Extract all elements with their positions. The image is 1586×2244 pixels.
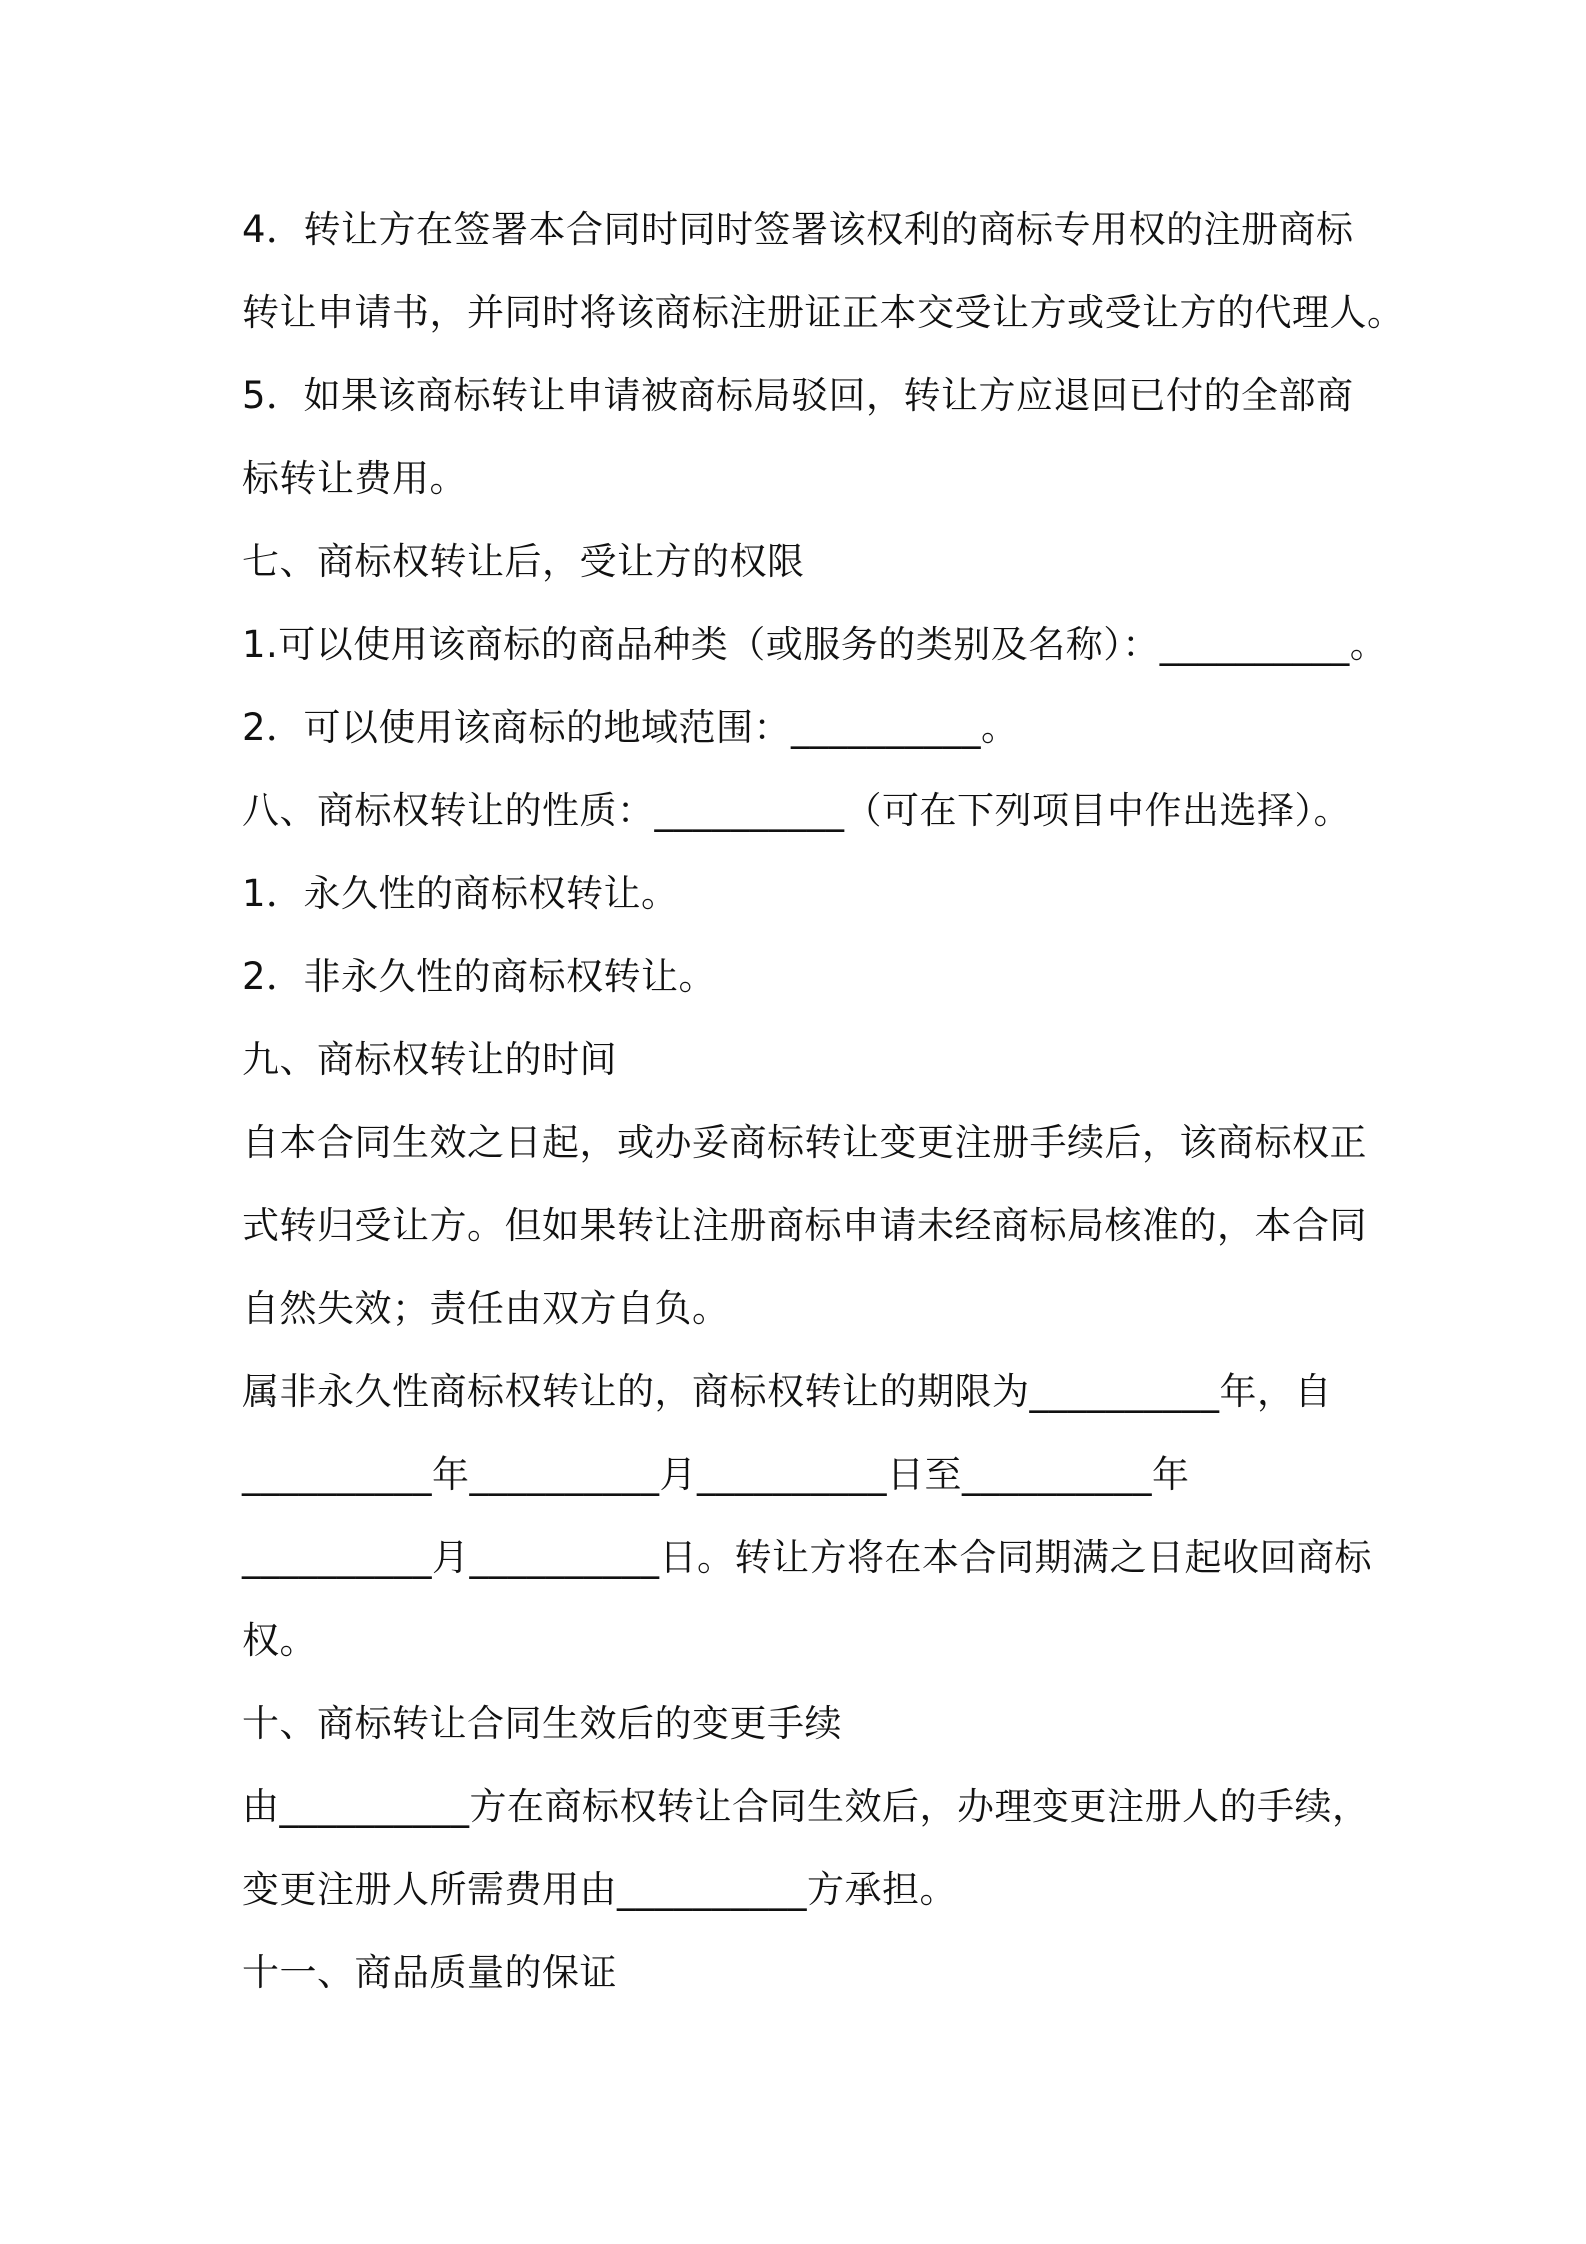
section-9-para-2-line-2: __________年__________月__________日至__________年 xyxy=(242,1453,1190,1496)
section-8-item-1: 1．永久性的商标权转让。 xyxy=(242,872,679,915)
section-9-para-1-line-1: 自本合同生效之日起，或办妥商标转让变更注册手续后，该商标权正 xyxy=(242,1121,1367,1164)
section-9-para-1-line-3: 自然失效；责任由双方自负。 xyxy=(242,1287,730,1330)
section-9-para-2-line-4: 权。 xyxy=(242,1619,317,1662)
clause-4-line-1: 4．转让方在签署本合同时同时签署该权利的商标专用权的注册商标 xyxy=(242,208,1354,251)
section-8-heading: 八、商标权转让的性质：__________（可在下列项目中作出选择）。 xyxy=(242,789,1351,832)
section-9-heading: 九、商标权转让的时间 xyxy=(242,1038,617,1081)
clause-5-line-2: 标转让费用。 xyxy=(242,457,467,500)
section-10-para-line-1: 由__________方在商标权转让合同生效后，办理变更注册人的手续， xyxy=(242,1785,1370,1828)
section-9-para-2-line-3: __________月__________日。转让方将在本合同期满之日起收回商标 xyxy=(242,1536,1372,1579)
section-11-heading: 十一、商品质量的保证 xyxy=(242,1951,617,1994)
section-7-item-2: 2．可以使用该商标的地域范围：__________。 xyxy=(242,706,1019,749)
section-10-para-line-2: 变更注册人所需费用由__________方承担。 xyxy=(242,1868,957,1911)
section-9-para-2-line-1: 属非永久性商标权转让的，商标权转让的期限为__________年，自 xyxy=(242,1370,1332,1413)
section-7-item-1: 1.可以使用该商标的商品种类（或服务的类别及名称）：__________。 xyxy=(242,623,1388,666)
section-10-heading: 十、商标转让合同生效后的变更手续 xyxy=(242,1702,842,1745)
section-9-para-1-line-2: 式转归受让方。但如果转让注册商标申请未经商标局核准的，本合同 xyxy=(242,1204,1367,1247)
section-8-item-2: 2．非永久性的商标权转让。 xyxy=(242,955,717,998)
clause-4-line-2: 转让申请书，并同时将该商标注册证正本交受让方或受让方的代理人。 xyxy=(242,291,1405,334)
section-7-heading: 七、商标权转让后，受让方的权限 xyxy=(242,540,805,583)
clause-5-line-1: 5．如果该商标转让申请被商标局驳回，转让方应退回已付的全部商 xyxy=(242,374,1354,417)
